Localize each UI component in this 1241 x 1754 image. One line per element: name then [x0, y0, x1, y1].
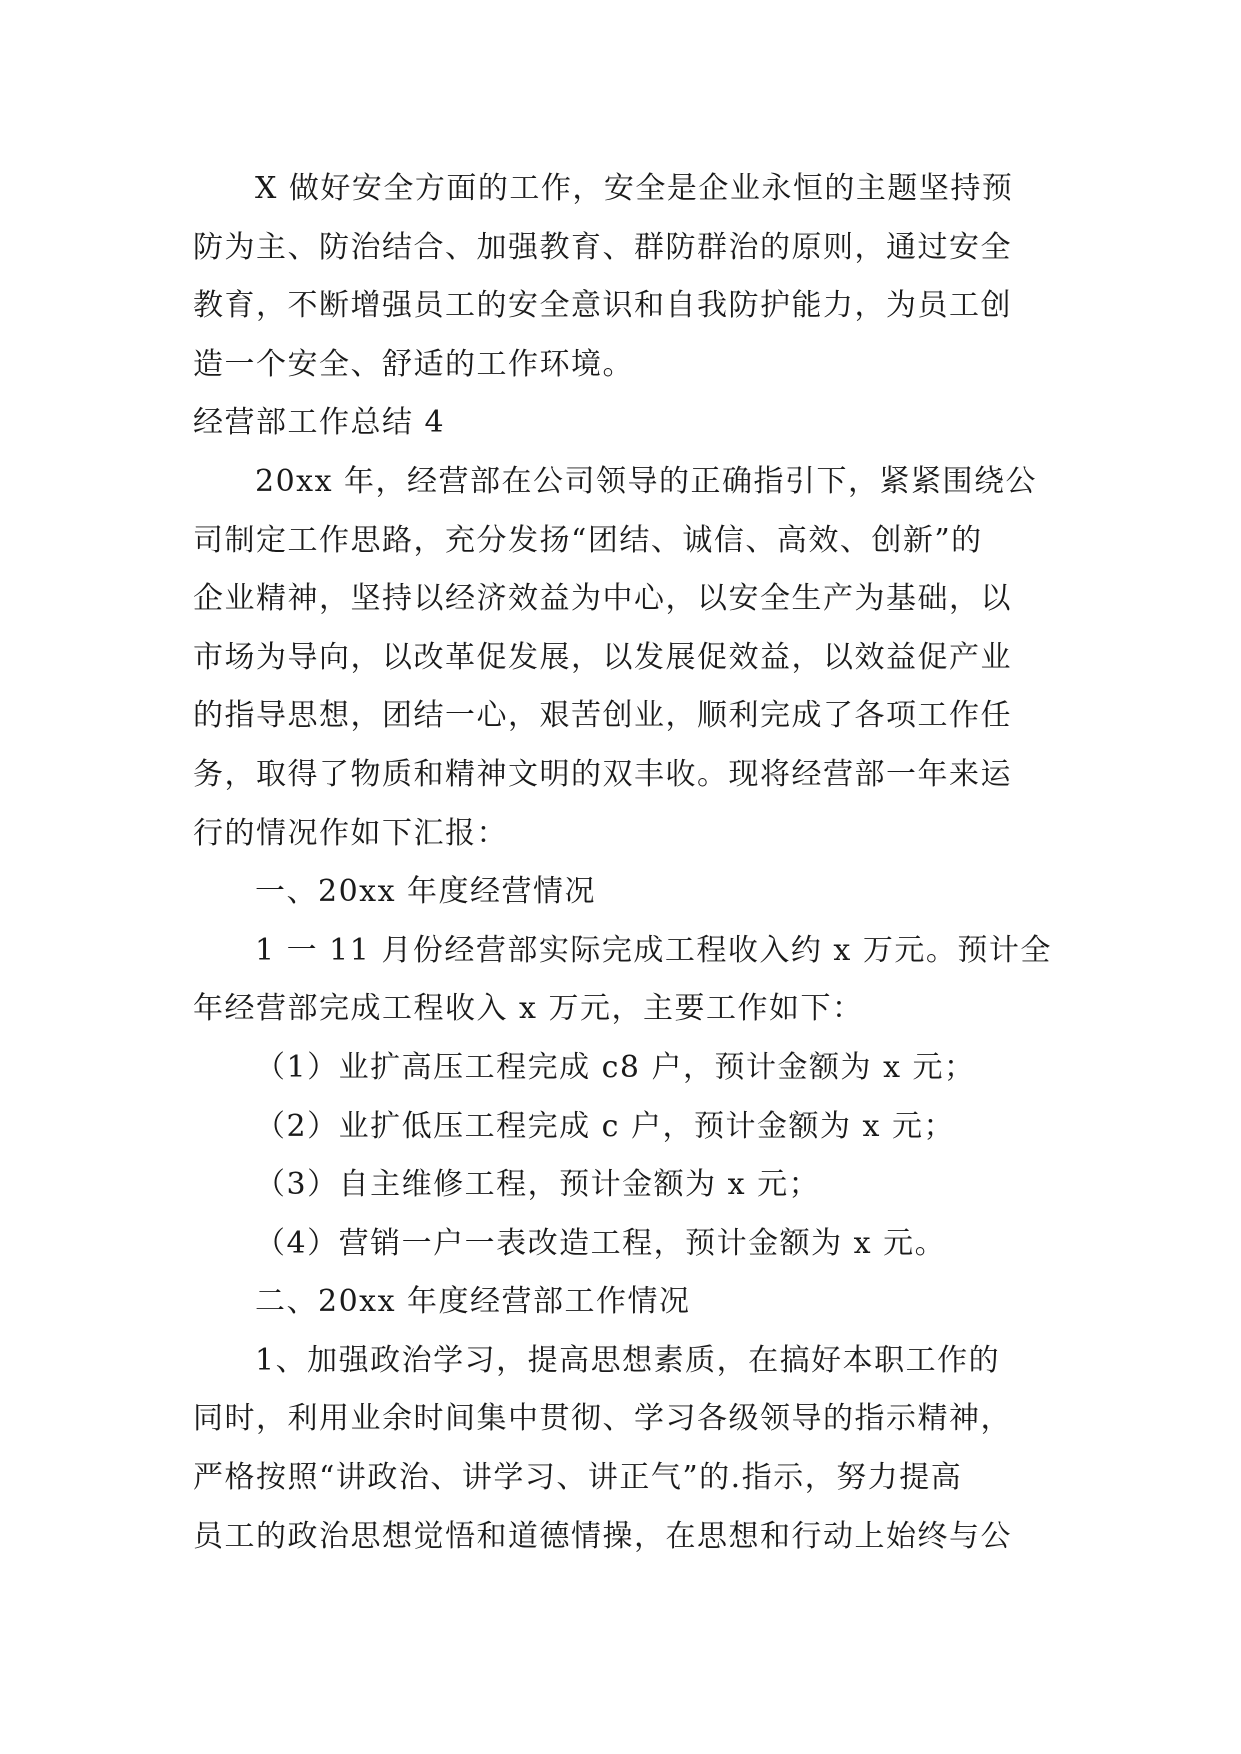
text-line: 严格按照“讲政治、讲学习、讲正气”的.指示，努力提高	[193, 1460, 963, 1496]
text-line: 年经营部完成工程收入 x 万元，主要工作如下：	[193, 991, 864, 1027]
text-line: 的指导思想，团结一心，艰苦创业，顺利完成了各项工作任	[193, 698, 1012, 734]
text-line: 防为主、防治结合、加强教育、群防群治的原则，通过安全	[193, 229, 1012, 265]
text-line: 行的情况作如下汇报：	[193, 815, 508, 851]
document-body	[193, 160, 1053, 1566]
text-line: 造一个安全、舒适的工作环境。	[193, 346, 634, 382]
text-line: （4）营销一户一表改造工程，预计金额为 x 元。	[255, 1225, 947, 1261]
text-line: 司制定工作思路，充分发扬“团结、诚信、高效、创新”的	[193, 522, 983, 558]
text-line: 市场为导向，以改革促发展，以发展促效益，以效益促产业	[193, 639, 1012, 675]
text-line: （1）业扩高压工程完成 c8 户，预计金额为 x 元；	[255, 1049, 976, 1085]
text-line: （2）业扩低压工程完成 c 户，预计金额为 x 元；	[255, 1108, 955, 1144]
text-line: 经营部工作总结 4	[193, 405, 446, 441]
text-line: X 做好安全方面的工作，安全是企业永恒的主题坚持预	[255, 171, 1014, 206]
text-line: 1、加强政治学习，提高思想素质，在搞好本职工作的	[255, 1342, 1001, 1378]
text-line: 同时，利用业余时间集中贯彻、学习各级领导的指示精神，	[193, 1401, 1012, 1437]
text-line: 1 一 11 月份经营部实际完成工程收入约 x 万元。预计全	[255, 932, 1052, 968]
text-line: 务，取得了物质和精神文明的双丰收。现将经营部一年来运	[193, 756, 1012, 792]
text-line: 企业精神，坚持以经济效益为中心，以安全生产为基础，以	[193, 581, 1012, 617]
text-line: 二、20xx 年度经营部工作情况	[255, 1284, 691, 1320]
text-line: （3）自主维修工程，预计金额为 x 元；	[255, 1167, 821, 1203]
text-line: 员工的政治思想觉悟和道德情操，在思想和行动上始终与公	[193, 1518, 1012, 1554]
text-line: 20xx 年，经营部在公司领导的正确指引下，紧紧围绕公	[255, 463, 1038, 499]
text-line: 一、20xx 年度经营情况	[255, 874, 597, 910]
text-line: 教育，不断增强员工的安全意识和自我防护能力，为员工创	[193, 288, 1012, 324]
